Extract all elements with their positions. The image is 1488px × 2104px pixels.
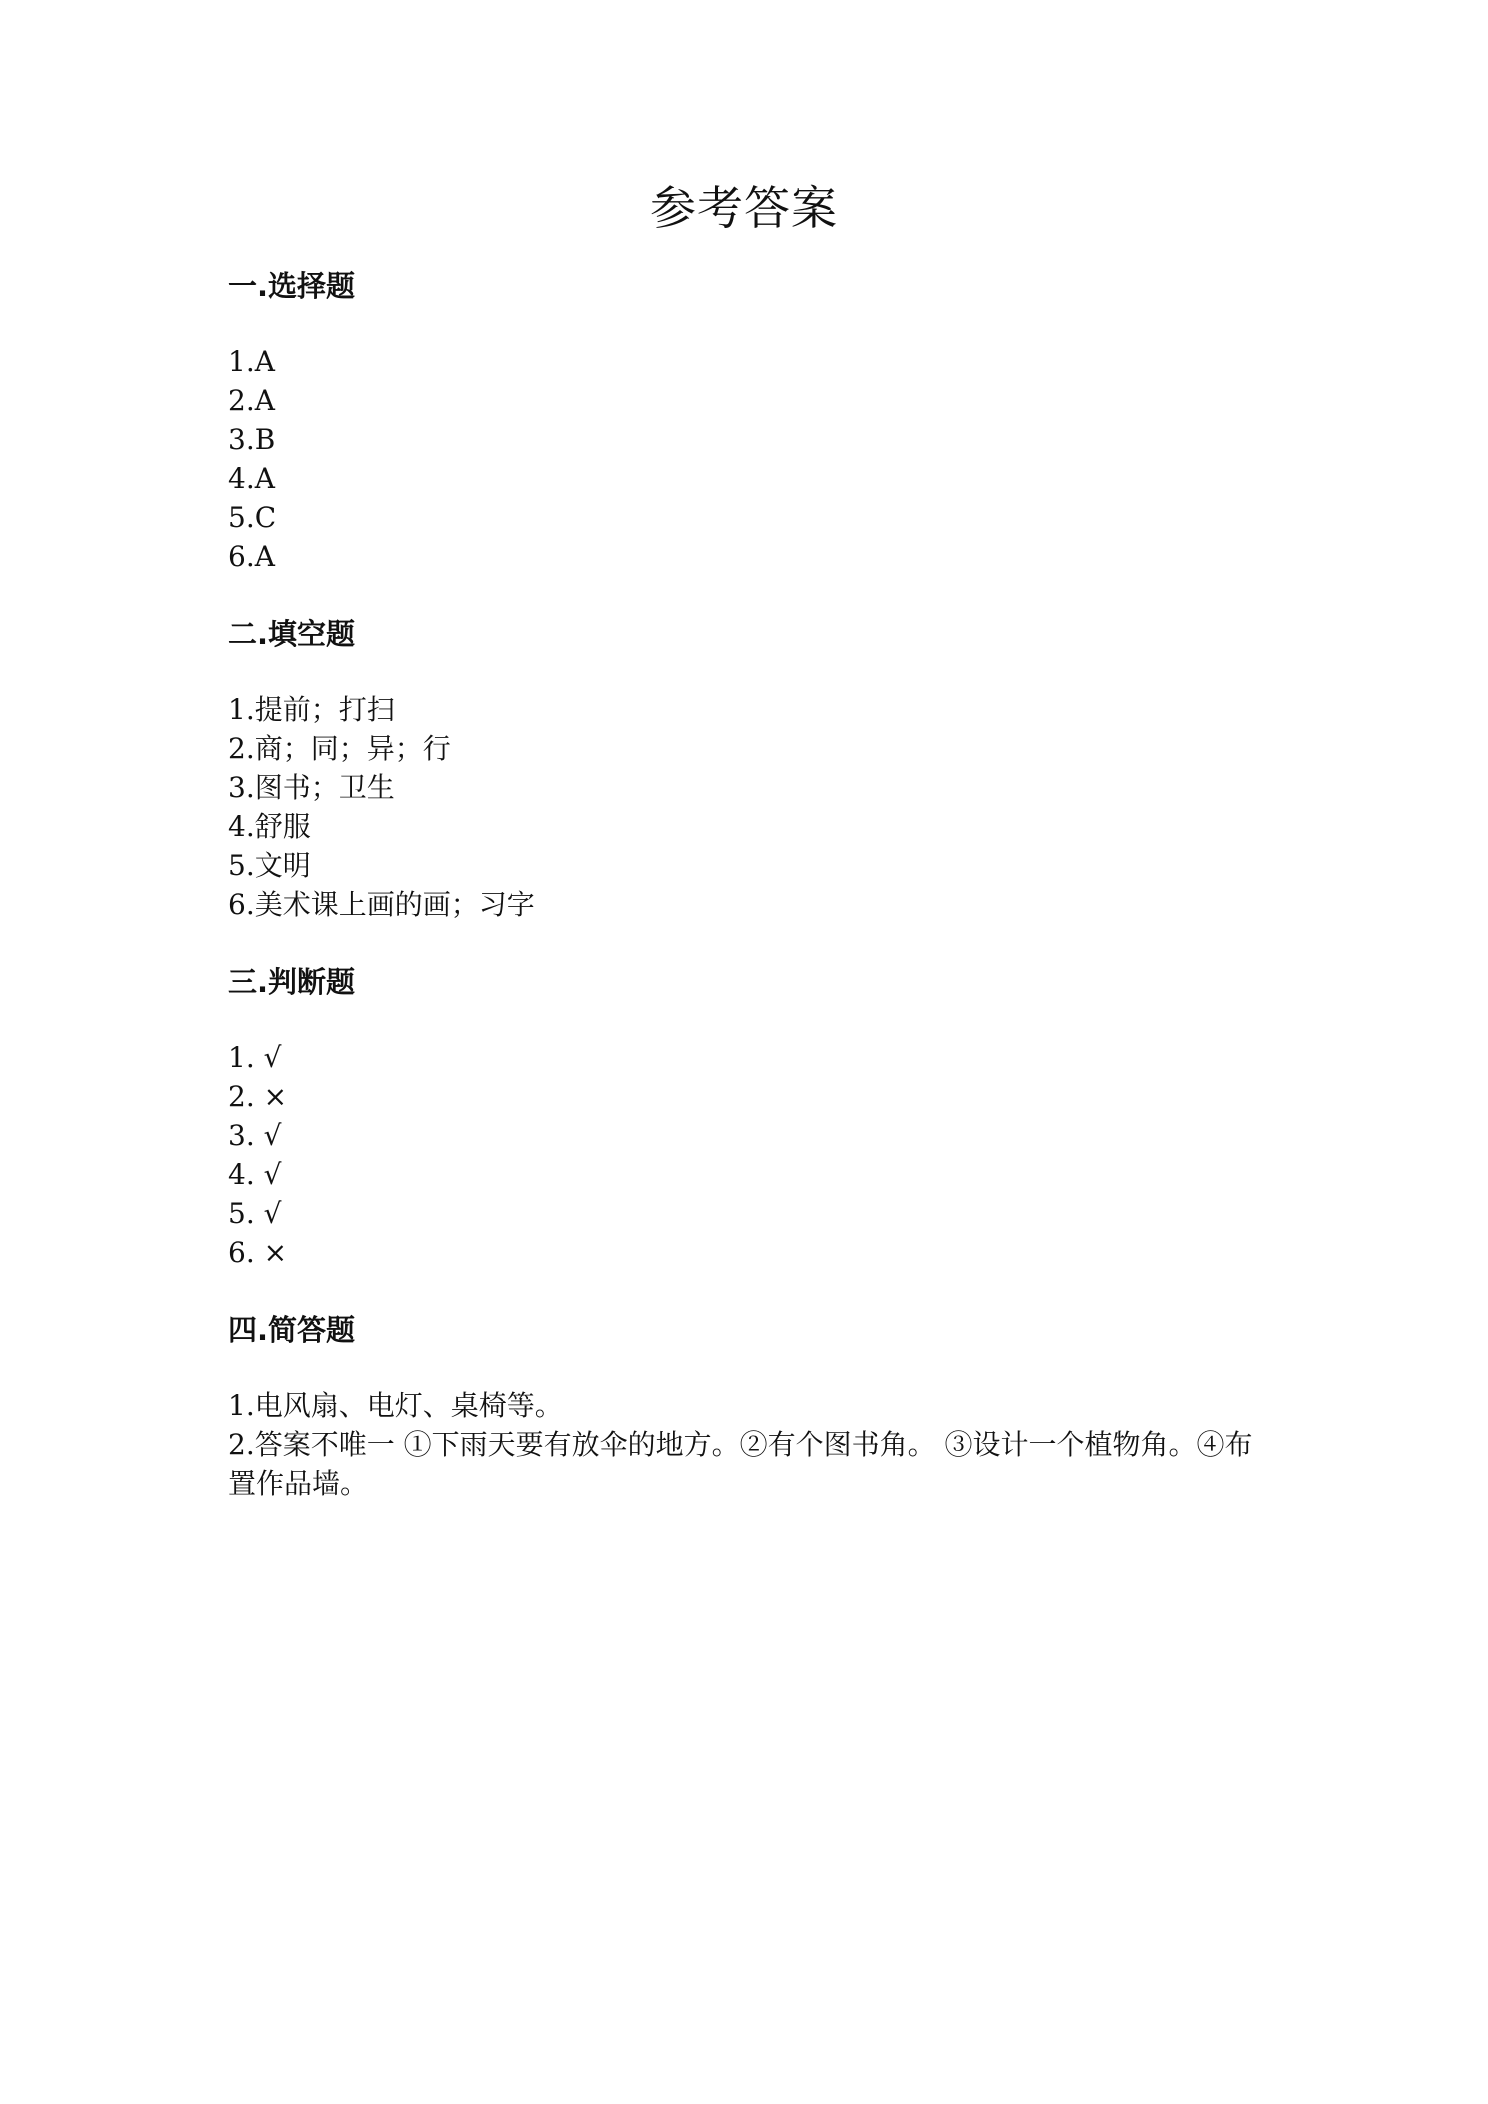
answer-item: 4.A [228,462,275,495]
answer-item: 1.A [228,345,275,378]
page-title: 参考答案 [650,181,838,235]
section-heading: 二.填空题 [228,617,356,651]
section-short-answer [228,1310,1268,1503]
answer-item: 1.提前；打扫 [228,693,395,726]
answer-item: 2.商；同；异；行 [228,732,451,765]
section-fill-blank [228,614,1268,924]
answer-list [228,690,1268,924]
answer-item: 2. × [228,1080,288,1113]
answer-item: 3. √ [228,1119,282,1152]
answer-item: 3.B [228,423,276,456]
answer-item: 1. √ [228,1041,282,1074]
section-heading: 三.判断题 [228,965,356,999]
answer-item: 5.文明 [228,849,311,882]
answer-item: 1.电风扇、电灯、桌椅等。 [228,1389,563,1422]
section-true-false [228,962,1268,1272]
section-heading: 一.选择题 [228,269,356,303]
answer-item: 6. × [228,1236,288,1269]
answer-item: 6.美术课上画的画；习字 [228,888,535,921]
answer-content [228,266,1268,1541]
section-multiple-choice [228,266,1268,576]
answer-item: 2.A [228,384,275,417]
answer-item: 6.A [228,540,275,573]
answer-list [228,1386,1268,1503]
answer-item: 2.答案不唯一 ①下雨天要有放伞的地方。②有个图书角。 ③设计一个植物角。④布置作品墙。 [228,1428,1253,1500]
answer-list [228,342,1268,576]
answer-item: 5. √ [228,1197,282,1230]
answer-list [228,1038,1268,1272]
answer-item: 3.图书；卫生 [228,771,395,804]
answer-item: 5.C [228,501,277,534]
answer-item: 4.舒服 [228,810,311,843]
answer-item: 4. √ [228,1158,282,1191]
section-heading: 四.简答题 [228,1313,356,1347]
